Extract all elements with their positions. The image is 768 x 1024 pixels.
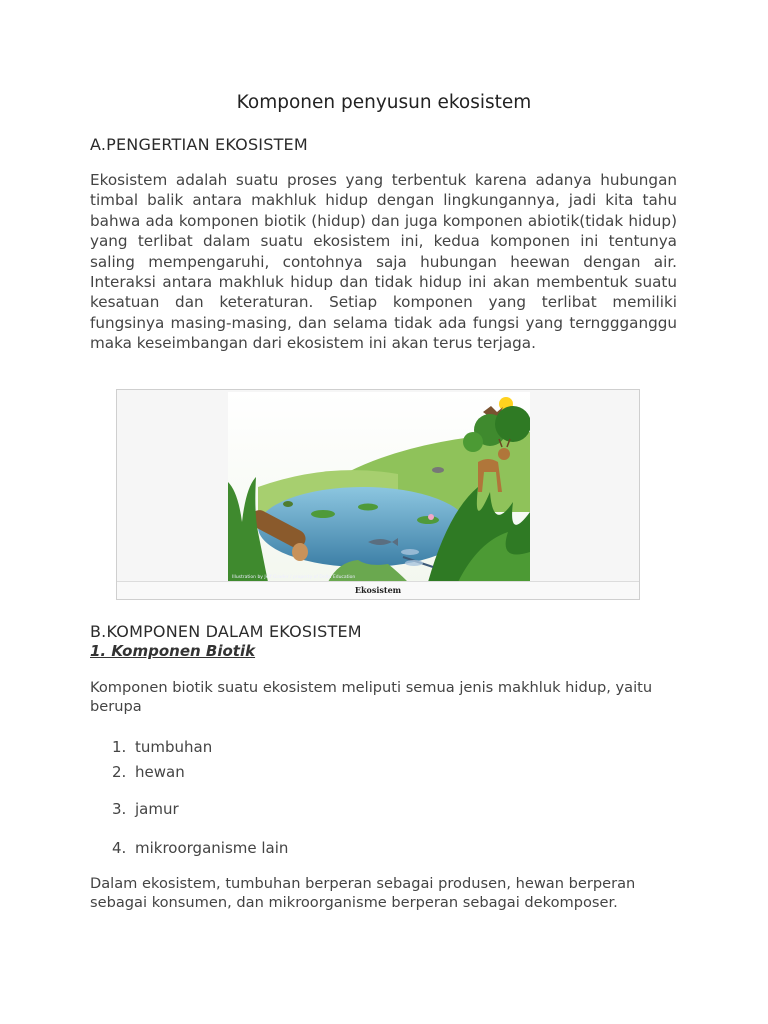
section-a-heading: A.PENGERTIAN EKOSISTEM: [90, 135, 308, 154]
ecosystem-figure: [116, 389, 640, 600]
list-item-text: hewan: [135, 763, 185, 781]
subheading-biotik: 1. Komponen Biotik: [90, 642, 256, 660]
list-item-text: mikroorganisme lain: [135, 839, 289, 857]
list-item: [112, 800, 179, 818]
section-b-closing: Dalam ekosistem, tumbuhan berperan sebagai produsen, hewan berperan sebagai konsumen, dan mikroorganisme berperan sebagai dekomposer.: [90, 875, 636, 911]
page-title: Komponen penyusun ekosistem: [236, 92, 532, 113]
figure-caption: Ekosistem: [117, 581, 639, 599]
list-item-number: 4.: [112, 839, 127, 857]
list-item: [112, 763, 185, 781]
list-item-number: 2.: [112, 763, 127, 781]
list-item-number: 1.: [112, 738, 127, 756]
section-a-paragraph: Ekosistem adalah suatu proses yang terbentuk karena adanya hubungan timbal balik antara makhluk hidup dengan lingkungannya, jadi kita tahu bahwa ada komponen biotik (hidup) dan juga komponen abiotik(tidak hidup) yang terlibat dalam suatu ekosistem ini, kedua komponen ini tentunya saling mempengaruhi, contohnya saja hubungan heewan dengan air. Interaksi antara makhluk hidup dan tidak hidup ini akan membentuk suatu kesatuan dan keteraturan. Setiap komponen yang terlibat memiliki fungsinya masing-masing, dan selama tidak ada fungsi yang ternggganggu maka keseimbangan dari ekosistem ini akan terus terjaga.: [90, 171, 677, 353]
list-item-text: tumbuhan: [135, 738, 213, 756]
list-item: [112, 738, 212, 756]
list-item: [112, 839, 288, 857]
ecosystem-illustration-svg: [228, 392, 530, 582]
section-b-intro: Komponen biotik suatu ekosistem meliputi semua jenis makhluk hidup, yaitu berupa: [90, 679, 653, 715]
figure-credit: Illustration by Jeff Grader / property of Delta Education: [232, 575, 356, 580]
list-item-text: jamur: [135, 800, 179, 818]
ecosystem-illustration: [228, 392, 530, 582]
list-item-number: 3.: [112, 800, 127, 818]
section-b-heading: B.KOMPONEN DALAM EKOSISTEM: [90, 622, 362, 641]
